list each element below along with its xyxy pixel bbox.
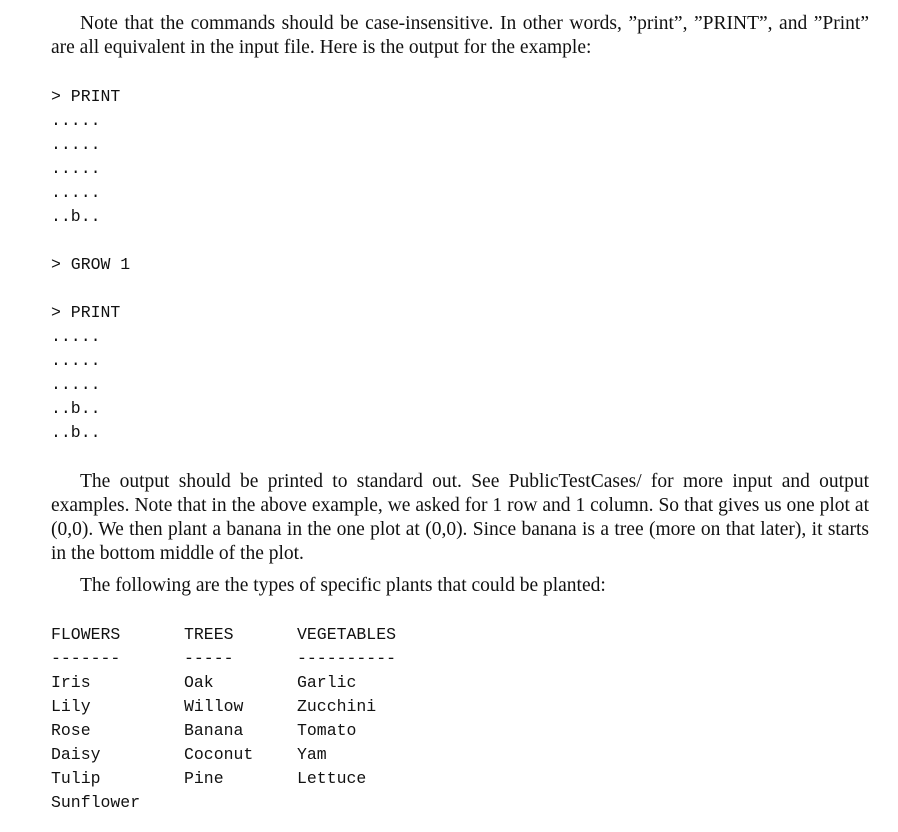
table-cell: Sunflower	[51, 793, 141, 812]
grid-line: ..b..	[51, 207, 101, 226]
intro-paragraph: Note that the commands should be case-insensitive. In other words, ”print”, ”PRINT”, and ”Print” are all equivalent in the input file. Here is the output for the example:	[51, 13, 869, 58]
example-output	[51, 85, 869, 445]
print-command-1: > PRINT	[51, 87, 121, 106]
table-cell: Coconut	[184, 745, 254, 764]
grow-command: > GROW 1	[51, 255, 131, 274]
table-cell: Banana	[184, 721, 244, 740]
table-header-vegetables: VEGETABLES	[297, 625, 397, 644]
grid-line: .....	[51, 351, 101, 370]
table-header-flowers: FLOWERS	[51, 625, 121, 644]
table-cell: Yam	[297, 745, 327, 764]
print-command-2: > PRINT	[51, 303, 121, 322]
table-cell: Zucchini	[297, 697, 377, 716]
table-cell: Rose	[51, 721, 91, 740]
grid-line: .....	[51, 111, 101, 130]
table-cell: Iris	[51, 673, 91, 692]
table-underline: -------	[51, 649, 121, 668]
grid-line: .....	[51, 159, 101, 178]
table-cell: Tulip	[51, 769, 101, 788]
table-cell: Willow	[184, 697, 244, 716]
table-cell	[184, 791, 297, 815]
table-cell: Lettuce	[297, 769, 367, 788]
grid-line: .....	[51, 375, 101, 394]
table-cell: Pine	[184, 769, 224, 788]
table-cell: Lily	[51, 697, 91, 716]
output-paragraph: The output should be printed to standard out. See PublicTestCases/ for more input and output examples. Note that in the above example, we asked for 1 row and 1 column. So that gives us one plot at (0,0). We then plant a banana in the one plot at (0,0). Since banana is a tree (more on that later), it starts in the bottom middle of the plot.	[51, 471, 869, 564]
table-cell: Garlic	[297, 673, 357, 692]
grid-line: ..b..	[51, 399, 101, 418]
grid-line: .....	[51, 183, 101, 202]
grid-line: .....	[51, 327, 101, 346]
grid-line: .....	[51, 135, 101, 154]
table-cell: Tomato	[297, 721, 357, 740]
table-header-trees: TREES	[184, 625, 234, 644]
table-cell	[297, 791, 437, 815]
table-underline: ----------	[297, 649, 397, 668]
grid-line: ..b..	[51, 423, 101, 442]
table-cell: Daisy	[51, 745, 101, 764]
document-page	[51, 12, 869, 815]
table-underline: -----	[184, 649, 234, 668]
types-paragraph: The following are the types of specific plants that could be planted:	[80, 575, 606, 596]
table-cell: Oak	[184, 673, 214, 692]
plant-table	[51, 623, 869, 815]
